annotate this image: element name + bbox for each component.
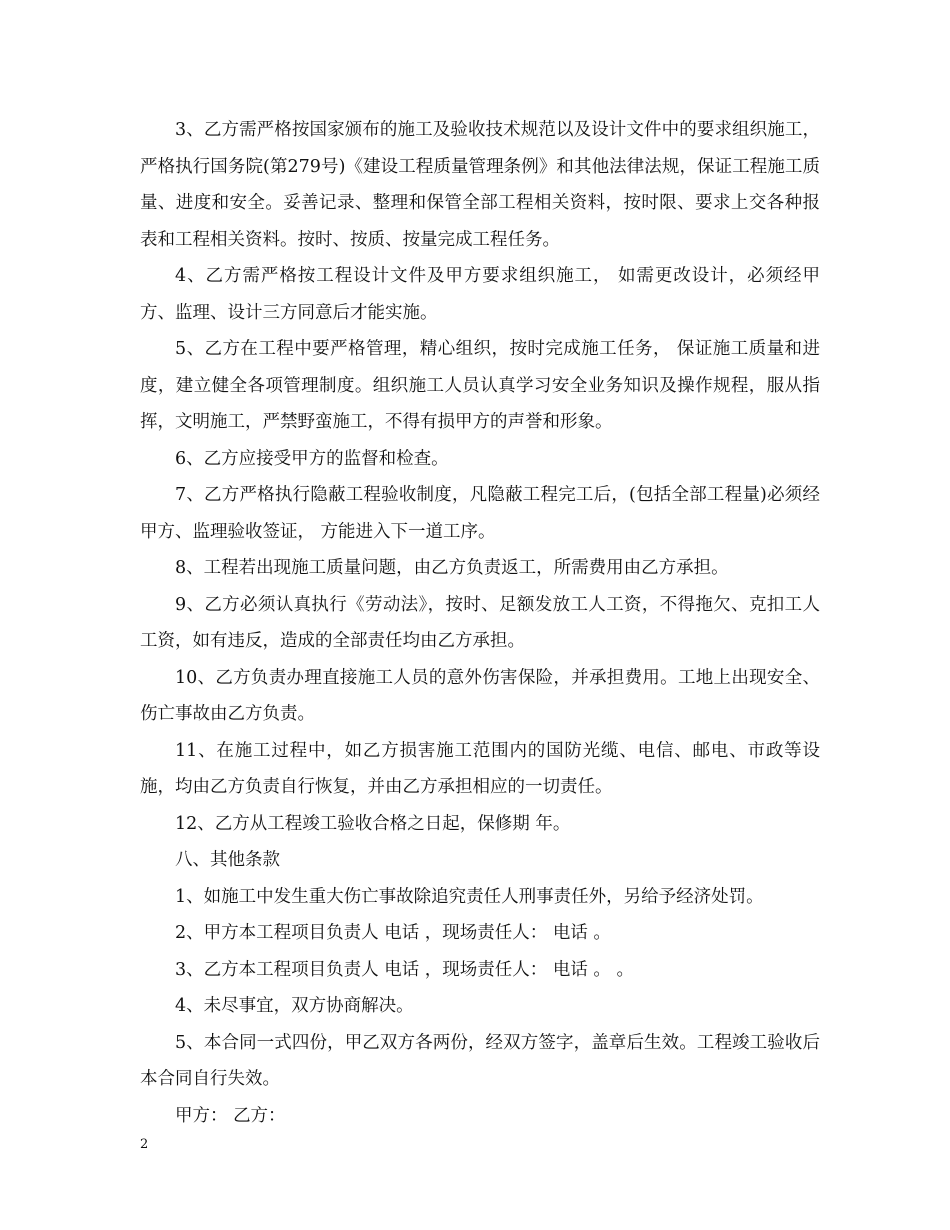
clause-9-labor-law: 9、乙方必须认真执行《劳动法》，按时、足额发放工人工资，不得拖欠、克扣工人工资，如有违反，造成的全部责任均由乙方承担。 <box>140 594 820 651</box>
clause-3-quality-standards: 3、乙方需严格按国家颁布的施工及验收技术规范以及设计文件中的要求组织施工，严格执行国务院(第279号)《建设工程质量管理条例》和其他法律法规，保证工程施工质量、进度和安全。妥善记录、整理和保管全部工程相关资料，按时限、要求上交各种报表和工程相关资料。按时、按质、按量完成工程任务。 <box>140 120 820 250</box>
signature-line: 甲方： 乙方： <box>175 1105 286 1126</box>
contract-body <box>140 112 820 1134</box>
clause-6-supervision: 6、乙方应接受甲方的监督和检查。 <box>175 448 449 469</box>
clause-5-management: 5、乙方在工程中要严格管理，精心组织，按时完成施工任务， 保证施工质量和进度，建立健全各项管理制度。组织施工人员认真学习安全业务知识及操作规程，服从指挥，文明施工，严禁野蛮施工，不得有损甲方的声誉和形象。 <box>140 339 820 432</box>
other-term-2-party-a-contacts: 2、甲方本工程项目负责人 电话 ，现场责任人： 电话 。 <box>175 923 611 943</box>
other-term-4-negotiation: 4、未尽事宜，双方协商解决。 <box>175 996 414 1016</box>
clause-11-facility-damage: 11、在施工过程中，如乙方损害施工范围内的国防光缆、电信、邮电、市政等设施，均由乙方负责自行恢复，并由乙方承担相应的一切责任。 <box>140 740 820 797</box>
clause-4-design-changes: 4、乙方需严格按工程设计文件及甲方要求组织施工， 如需更改设计，必须经甲方、监理、设计三方同意后才能实施。 <box>140 266 820 323</box>
other-term-3-party-b-contacts: 3、乙方本工程项目负责人 电话 ，现场责任人： 电话 。 。 <box>175 959 634 980</box>
other-term-1-accidents: 1、如施工中发生重大伤亡事故除追究责任人刑事责任外，另给予经济处罚。 <box>175 886 764 907</box>
clause-7-concealed-works: 7、乙方严格执行隐蔽工程验收制度，凡隐蔽工程完工后，(包括全部工程量)必须经甲方、监理验收签证， 方能进入下一道工序。 <box>140 485 820 542</box>
clause-8-rework: 8、工程若出现施工质量问题，由乙方负责返工，所需费用由乙方承担。 <box>175 558 729 578</box>
clause-10-insurance: 10、乙方负责办理直接施工人员的意外伤害保险，并承担费用。工地上出现安全、伤亡事故由乙方负责。 <box>140 667 820 724</box>
page-number: 2 <box>140 1137 149 1152</box>
section-heading-other-terms: 八、其他条款 <box>175 850 280 870</box>
other-term-5-copies-validity: 5、本合同一式四份，甲乙双方各两份，经双方签字，盖章后生效。工程竣工验收后本合同自行失效。 <box>140 1032 820 1089</box>
clause-12-warranty: 12、乙方从工程竣工验收合格之日起，保修期 年。 <box>175 813 571 834</box>
